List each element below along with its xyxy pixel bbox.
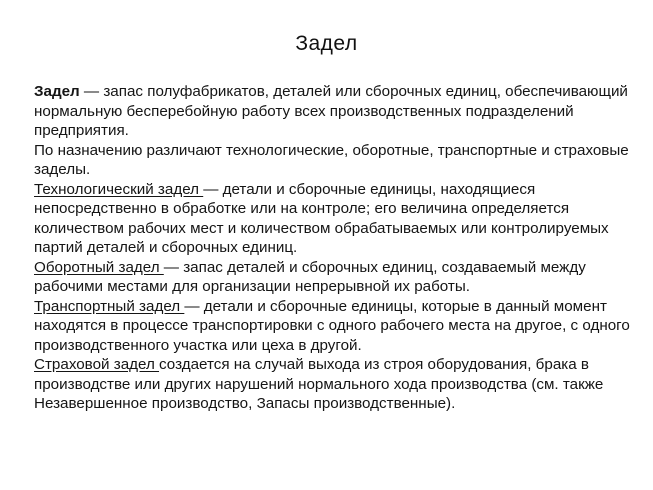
term-insurance: Страховой задел [34,356,160,373]
paragraph-working [34,258,634,297]
paragraph-definition [34,82,634,141]
slide-title: Задел [295,32,358,55]
paragraph-insurance [34,355,634,414]
definition-insurance: создается на случай выхода из строя оборудования, брака в производстве или других нарушений нормального хода производства (см. также Незавершенное производство, Запасы производственные). [34,356,604,412]
definition-zadel: — запас полуфабрикатов, деталей или сборочных единиц, обеспечивающий нормальную бесперебойную работу всех производственных подразделений предприятия. [34,83,628,139]
paragraph-transport [34,297,634,356]
classification-text: По назначению различают технологические, оборотные, транспортные и страховые заделы. [34,141,629,178]
paragraph-technological [34,180,634,258]
definition-working: — запас деталей и сборочных единиц, создаваемый между рабочими местами для организации непрерывной их работы. [34,258,586,295]
term-technological: Технологический задел [34,180,204,198]
term-working: Оборотный задел [34,258,164,276]
definition-transport: — детали и сборочные единицы, которые в данный момент находятся в процессе транспортировки с одного рабочего места на другое, с одного производственного участка или цеха в другой. [34,297,630,354]
term-transport: Транспортный задел [34,297,185,315]
definition-technological: — детали и сборочные единицы, находящиеся непосредственно в обработке или на контроле; его величина определяется количеством рабочих мест и количеством обрабатываемых или контролируемых партий деталей и сборочных единиц. [34,180,609,256]
term-zadel: Задел [34,83,80,100]
paragraph-classification [34,141,634,180]
definition-text [34,82,634,414]
